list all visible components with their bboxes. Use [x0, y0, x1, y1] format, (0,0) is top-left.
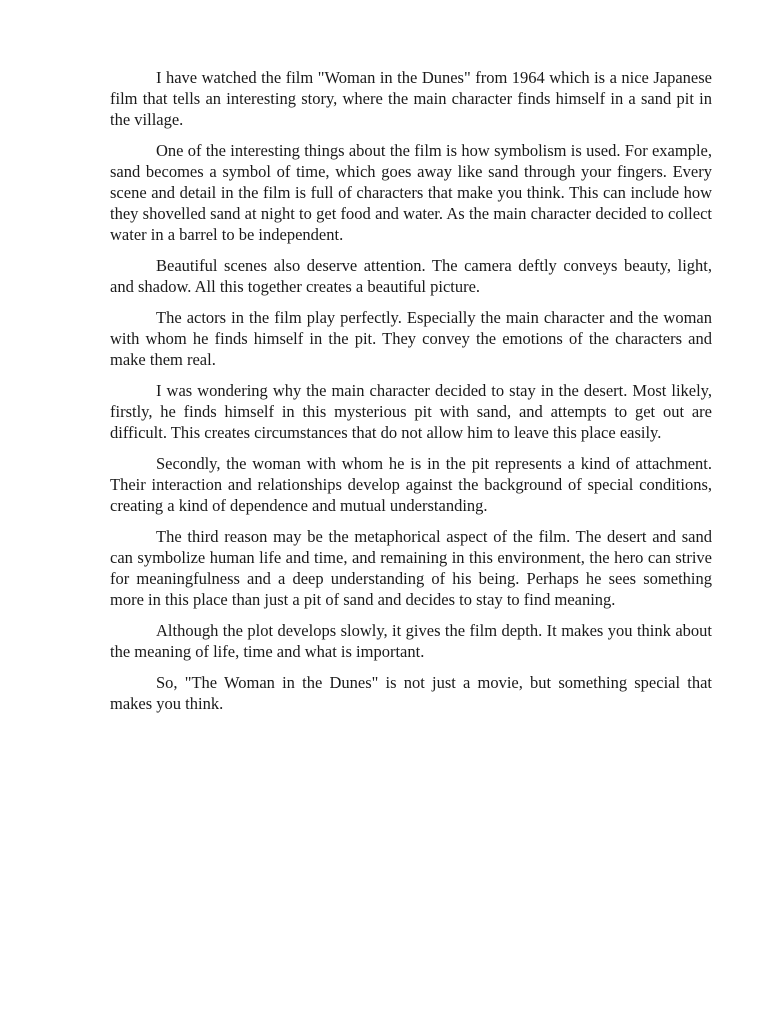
- paragraph-first-reason: I was wondering why the main character decided to stay in the desert. Most likely, firstly, he finds himself in this mysterious pit with sand, and attempts to get out are difficult. This creates circumstances that do not allow him to leave this place easily.: [110, 381, 712, 442]
- paragraph-second-reason: Secondly, the woman with whom he is in the pit represents a kind of attachment. Their interaction and relationships develop against the background of special conditions, creating a kind of dependence and mutual understanding.: [110, 454, 712, 515]
- paragraph-conclusion: So, "The Woman in the Dunes" is not just a movie, but something special that makes you think.: [110, 673, 712, 713]
- document-page: [110, 67, 712, 724]
- paragraph-third-reason: The third reason may be the metaphorical aspect of the film. The desert and sand can symbolize human life and time, and remaining in this environment, the hero can strive for meaningfulness and a deep understanding of his being. Perhaps he sees something more in this place than just a pit of sand and decides to stay to find meaning.: [110, 527, 712, 609]
- paragraph-symbolism: One of the interesting things about the film is how symbolism is used. For example, sand becomes a symbol of time, which goes away like sand through your fingers. Every scene and detail in the film is full of characters that make you think. This can include how they shovelled sand at night to get food and water. As the main character decided to collect water in a barrel to be independent.: [110, 141, 712, 244]
- paragraph-actors: The actors in the film play perfectly. Especially the main character and the woman with whom he finds himself in the pit. They convey the emotions of the characters and make them real.: [110, 308, 712, 369]
- paragraph-scenes: Beautiful scenes also deserve attention. The camera deftly conveys beauty, light, and shadow. All this together creates a beautiful picture.: [110, 256, 712, 296]
- paragraph-intro: I have watched the film "Woman in the Dunes" from 1964 which is a nice Japanese film that tells an interesting story, where the main character finds himself in a sand pit in the village.: [110, 68, 712, 129]
- paragraph-plot: Although the plot develops slowly, it gives the film depth. It makes you think about the meaning of life, time and what is important.: [110, 621, 712, 661]
